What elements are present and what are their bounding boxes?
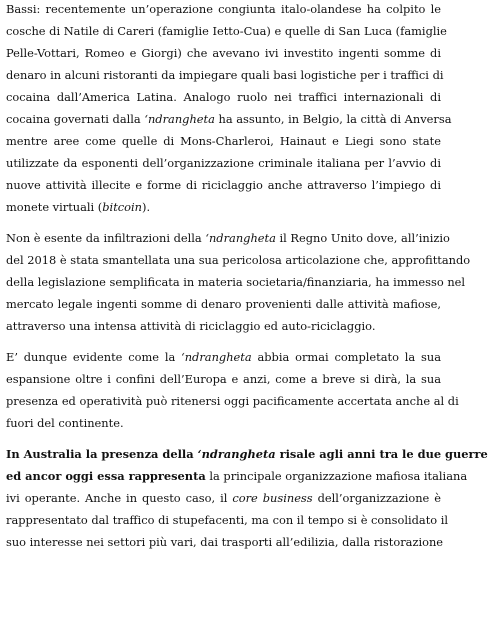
- text-line: [6, 133, 441, 150]
- text-run: ‘ndrangheta: [205, 231, 276, 245]
- text-line: [6, 1, 441, 18]
- text-run: ha assunto, in Belgio, la città di Anversa: [214, 112, 452, 126]
- text-line: [6, 199, 441, 216]
- text-run: espansione oltre i confini dell’Europa e anzi, come a breve si dirà, la sua: [6, 372, 441, 386]
- text-run: cocaina governati dalla: [6, 112, 145, 126]
- text-line: [6, 155, 441, 172]
- text-line: [6, 111, 452, 128]
- text-run: Non è esente da infiltrazioni della: [6, 231, 206, 245]
- text-run: denaro in alcuni ristoranti da impiegare quali basi logistiche per i traffici di: [6, 68, 444, 82]
- text-run: mercato legale ingenti somme di denaro provenienti dalle attività mafiose,: [6, 297, 441, 311]
- text-line: [6, 512, 449, 529]
- text-line: [6, 177, 441, 194]
- text-run: fuori del continente.: [6, 416, 124, 430]
- text-run: In Australia la presenza della: [6, 447, 198, 461]
- text-run: ivi operante. Anche in questo caso, il: [6, 491, 233, 505]
- text-line: [6, 446, 488, 463]
- text-run: la principale organizzazione mafiosa italiana: [205, 469, 468, 483]
- text-run: del 2018 è stata smantellata una sua pericolosa articolazione che, approfittando: [6, 253, 471, 267]
- text-run: ‘ndrangheta: [144, 112, 215, 126]
- text-run: abbia ormai completato la sua: [251, 350, 441, 364]
- text-run: E’ dunque evidente come la: [6, 350, 182, 364]
- text-line: [6, 468, 468, 485]
- text-line: [6, 296, 441, 313]
- text-run: ).: [142, 200, 151, 214]
- text-line: [6, 371, 441, 388]
- text-run: mentre aree come quelle di Mons-Charleroi, Hainaut e Liegi sono state: [6, 134, 441, 148]
- text-line: [6, 393, 459, 410]
- text-run: ed ancor oggi essa rappresenta: [6, 469, 206, 483]
- text-run: cocaina dall’America Latina. Analogo ruolo nei traffici internazionali di: [6, 90, 441, 104]
- text-run: suo interesse nei settori più vari, dai trasporti all’edilizia, dalla ristorazione: [6, 535, 444, 549]
- text-line: [6, 89, 441, 106]
- text-line: [6, 274, 466, 291]
- text-run: utilizzate da esponenti dell’organizzazione criminale italiana per l’avvio di: [6, 156, 441, 170]
- text-run: attraverso una intensa attività di riciclaggio ed auto-riciclaggio.: [6, 319, 376, 333]
- text-line: [6, 415, 441, 432]
- text-line: [6, 490, 441, 507]
- text-line: [6, 67, 444, 84]
- text-run: ‘ndrangheta: [181, 350, 252, 364]
- text-run: ‘ndrangheta: [197, 447, 276, 461]
- text-run: nuove attività illecite e forme di riciclaggio anche attraverso l’impiego di: [6, 178, 441, 192]
- text-run: presenza ed operatività può ritenersi oggi pacificamente accertata anche al di: [6, 394, 459, 408]
- text-run: il Regno Unito dove, all’inizio: [275, 231, 450, 245]
- text-run: cosche di Natile di Careri (famiglie Ietto-Cua) e quelle di San Luca (famiglie: [6, 24, 447, 38]
- text-run: della legislazione semplificata in materia societaria/finanziaria, ha immesso nel: [6, 275, 466, 289]
- text-run: core business: [232, 491, 313, 505]
- text-run: monete virtuali (: [6, 200, 103, 214]
- text-line: [6, 230, 450, 247]
- text-run: dell’organizzazione è: [312, 491, 441, 505]
- text-run: Bassi: recentemente un’operazione congiunta italo-olandese ha colpito le: [6, 2, 441, 16]
- text-run: rappresentato dal traffico di stupefacenti, ma con il tempo si è consolidato il: [6, 513, 449, 527]
- text-line: [6, 23, 447, 40]
- text-line: [6, 252, 471, 269]
- text-line: [6, 534, 444, 551]
- text-line: [6, 318, 441, 335]
- text-run: Pelle-Vottari, Romeo e Giorgi) che avevano ivi investito ingenti somme di: [6, 46, 441, 60]
- text-run: risale agli anni tra le due guerre: [275, 447, 488, 461]
- text-line: [6, 45, 441, 62]
- text-line: [6, 349, 441, 366]
- text-run: bitcoin: [102, 200, 142, 214]
